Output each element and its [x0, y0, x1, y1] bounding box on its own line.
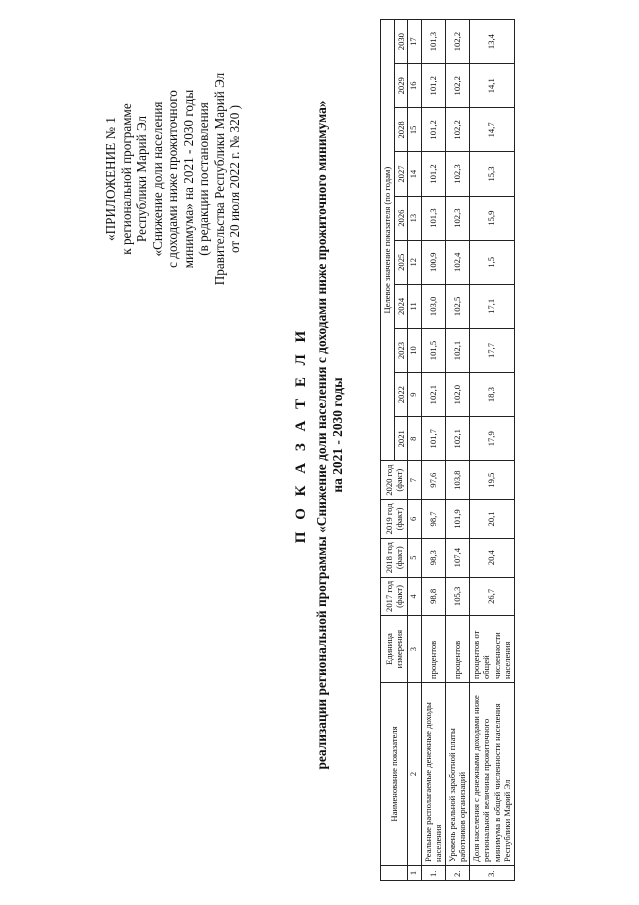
column-number: 4 — [408, 577, 422, 616]
table-row — [421, 20, 445, 881]
table-header-row — [381, 20, 395, 881]
column-number: 2 — [408, 682, 422, 865]
header-year: 2027 — [394, 152, 408, 196]
appendix-line: минимума» на 2021 - 2030 годы — [180, 89, 196, 269]
appendix-line: «Снижение доли населения — [149, 101, 165, 257]
table-row — [469, 20, 514, 881]
value-cell: 97,6 — [421, 461, 445, 500]
value-cell: 101,2 — [421, 108, 445, 152]
value-cell: 14,1 — [469, 64, 514, 108]
column-number: 16 — [408, 64, 422, 108]
column-number: 1 — [408, 865, 422, 880]
column-number: 15 — [408, 108, 422, 152]
value-cell: 101,2 — [421, 64, 445, 108]
value-cell: 98,3 — [421, 538, 445, 577]
value-cell: 18,3 — [469, 373, 514, 417]
value-cell: 101,3 — [421, 196, 445, 240]
header-target-group: Целевое значение показателя (по годам) — [381, 20, 395, 461]
header-name: Наименование показателя — [381, 682, 408, 865]
value-cell: 17,9 — [469, 417, 514, 461]
value-cell: 101,7 — [421, 417, 445, 461]
header-year: 2029 — [394, 64, 408, 108]
value-cell: 103,8 — [445, 461, 469, 500]
header-year: 2030 — [394, 20, 408, 64]
value-cell: 19,5 — [469, 461, 514, 500]
indicator-unit: процентов — [445, 616, 469, 683]
appendix-stamp — [103, 59, 243, 299]
column-number: 17 — [408, 20, 422, 64]
column-number: 7 — [408, 461, 422, 500]
value-cell: 103,0 — [421, 284, 445, 328]
value-cell: 102,5 — [445, 284, 469, 328]
indicator-unit: процентов — [421, 616, 445, 683]
header-num — [381, 865, 408, 880]
header-year: 2026 — [394, 196, 408, 240]
value-cell: 17,7 — [469, 328, 514, 372]
indicator-name: Уровень реальной заработной платы работников организаций — [445, 682, 469, 865]
title-subtitle-line1: реализации региональной программы «Снижение доли населения с доходами ниже прожиточного минимума» — [314, 100, 329, 770]
column-number: 6 — [408, 500, 422, 539]
header-unit: Единица измерения — [381, 616, 408, 683]
column-number: 12 — [408, 240, 422, 284]
value-cell: 105,3 — [445, 577, 469, 616]
appendix-line: от 20 июля 2022 г. № 320 ) — [227, 104, 242, 254]
row-number: 1. — [421, 865, 445, 880]
column-number: 11 — [408, 284, 422, 328]
header-2020: 2020 год (факт) — [381, 461, 408, 500]
column-number-row — [408, 20, 422, 881]
value-cell: 102,2 — [445, 20, 469, 64]
document-title — [293, 25, 346, 845]
value-cell: 15,9 — [469, 196, 514, 240]
header-year: 2021 — [394, 417, 408, 461]
value-cell: 1,5 — [469, 240, 514, 284]
value-cell: 102,1 — [445, 417, 469, 461]
value-cell: 98,8 — [421, 577, 445, 616]
value-cell: 107,4 — [445, 538, 469, 577]
header-2017: 2017 год (факт) — [381, 577, 408, 616]
appendix-line: Республики Марий Эл — [134, 115, 149, 243]
header-year: 2024 — [394, 284, 408, 328]
column-number: 9 — [408, 373, 422, 417]
value-cell: 101,3 — [421, 20, 445, 64]
value-cell: 101,5 — [421, 328, 445, 372]
value-cell: 13,4 — [469, 20, 514, 64]
header-year: 2023 — [394, 328, 408, 372]
appendix-line: (в редакции постановления — [196, 102, 211, 256]
column-number: 3 — [408, 616, 422, 683]
column-number: 13 — [408, 196, 422, 240]
header-year: 2028 — [394, 108, 408, 152]
value-cell: 101,2 — [421, 152, 445, 196]
value-cell: 102,1 — [421, 373, 445, 417]
value-cell: 26,7 — [469, 577, 514, 616]
column-number: 14 — [408, 152, 422, 196]
column-number: 10 — [408, 328, 422, 372]
value-cell: 102,2 — [445, 64, 469, 108]
column-number: 8 — [408, 417, 422, 461]
value-cell: 15,3 — [469, 152, 514, 196]
value-cell: 102,3 — [445, 196, 469, 240]
value-cell: 98,7 — [421, 500, 445, 539]
value-cell: 14,7 — [469, 108, 514, 152]
row-number: 3. — [469, 865, 514, 880]
indicators-table — [380, 19, 515, 881]
value-cell: 101,9 — [445, 500, 469, 539]
row-number: 2. — [445, 865, 469, 880]
indicator-name: Реальные располагаемые денежные доходы населения — [421, 682, 445, 865]
value-cell: 17,1 — [469, 284, 514, 328]
appendix-line: к региональной программе — [118, 103, 134, 255]
value-cell: 100,9 — [421, 240, 445, 284]
value-cell: 102,2 — [445, 108, 469, 152]
appendix-line: Правительства Республики Марий Эл — [211, 72, 227, 286]
column-number: 5 — [408, 538, 422, 577]
appendix-line: «ПРИЛОЖЕНИЕ № 1 — [103, 117, 118, 241]
value-cell: 102,4 — [445, 240, 469, 284]
header-2019: 2019 год (факт) — [381, 500, 408, 539]
value-cell: 102,3 — [445, 152, 469, 196]
indicator-unit: процентов от общей численности населения — [469, 616, 514, 683]
header-2018: 2018 год (факт) — [381, 538, 408, 577]
value-cell: 102,1 — [445, 328, 469, 372]
title-subtitle-line2: на 2021 - 2030 годы — [330, 377, 345, 493]
value-cell: 102,0 — [445, 373, 469, 417]
header-year: 2025 — [394, 240, 408, 284]
table-row — [445, 20, 469, 881]
appendix-line: с доходами ниже прожиточного — [165, 90, 180, 268]
indicator-name: Доля населения с денежными доходами ниже региональной величины прожиточного минимума в общей численности населения Республики Марий Эл — [469, 682, 514, 865]
value-cell: 20,4 — [469, 538, 514, 577]
value-cell: 20,1 — [469, 500, 514, 539]
header-year: 2022 — [394, 373, 408, 417]
title-heading: П О К А З А Т Е Л И — [293, 326, 309, 544]
